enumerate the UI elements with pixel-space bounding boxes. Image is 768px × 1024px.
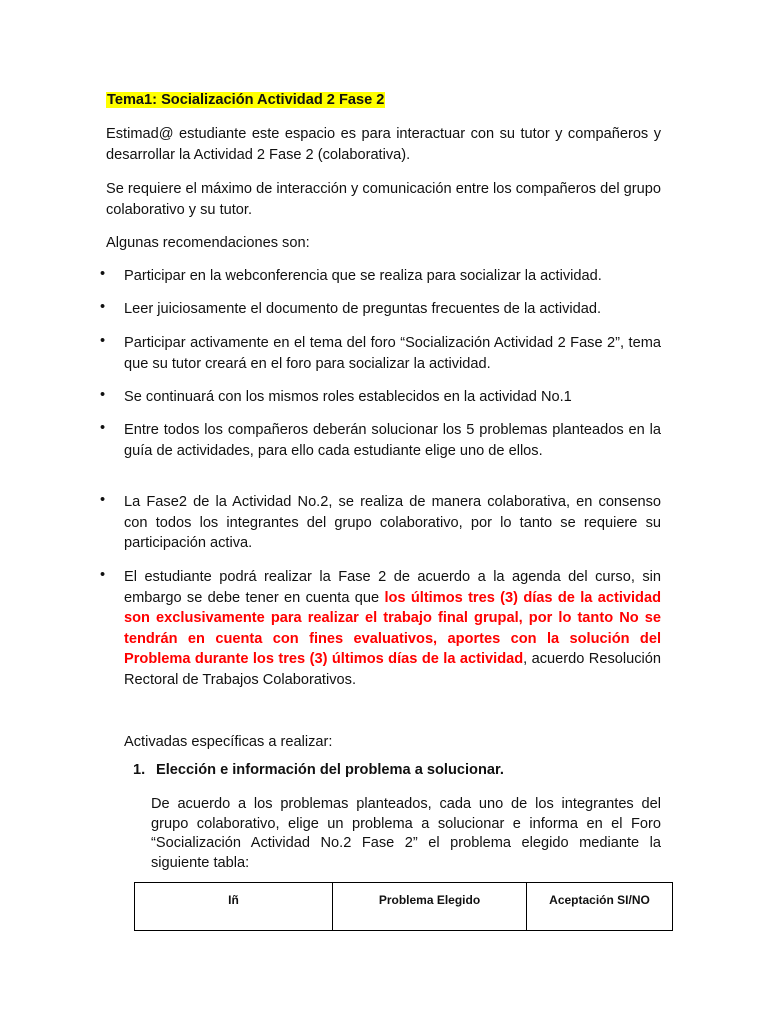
problem-table bbox=[134, 882, 673, 931]
bullet-icon: • bbox=[100, 266, 106, 282]
intro-paragraph: Estimad@ estudiante este espacio es para interactuar con su tutor y compañeros y desarrollar la Actividad 2 Fase 2 (colaborativa). bbox=[106, 126, 661, 163]
step-heading: Elección e información del problema a solucionar. bbox=[156, 762, 504, 778]
deadline-warning: los últimos tres (3) días de la actividad son exclusivamente para realizar el trabajo final grupal, por lo tanto No se tendrán en cuenta con fines evaluativos, aportes con la solución del Problema durante los tres (3) últimos días de la actividad bbox=[124, 589, 661, 667]
table-header-cell: Iñ bbox=[135, 883, 333, 931]
bullet-icon: • bbox=[100, 299, 106, 315]
table-header-cell: Problema Elegido bbox=[333, 883, 527, 931]
list-item: Participar activamente en el tema del foro “Socialización Actividad 2 Fase 2”, tema que su tutor creará en el foro para socializar la actividad. bbox=[124, 335, 661, 372]
bullet-icon: • bbox=[100, 567, 106, 583]
list-item-deadline: El estudiante podrá realizar la Fase 2 de acuerdo a la agenda del curso, sin embargo se debe tener en cuenta que los últimos tres (3) días de la actividad son exclusivamente para realizar el trabajo final grupal, por lo tanto No se tendrán en cuenta con fines evaluativos, aportes con la solución del Problema durante los tres (3) últimos días de la actividad, acuerdo Resolución Rectoral de Trabajos Colaborativos. bbox=[124, 569, 661, 688]
activities-label: Activadas específicas a realizar: bbox=[124, 734, 333, 750]
step-number: 1. bbox=[133, 762, 146, 778]
step-body: De acuerdo a los problemas planteados, cada uno de los integrantes del grupo colaborativo, elige un problema a solucionar e informa en el Foro “Socialización Actividad No.2 Fase 2” el problema elegido mediante la siguiente tabla: bbox=[151, 796, 661, 871]
requirement-paragraph: Se requiere el máximo de interacción y comunicación entre los compañeros del grupo colaborativo y su tutor. bbox=[106, 181, 661, 218]
list-item: Se continuará con los mismos roles establecidos en la actividad No.1 bbox=[124, 389, 572, 405]
table-header-cell: Aceptación SI/NO bbox=[527, 883, 673, 931]
list-item: La Fase2 de la Actividad No.2, se realiza de manera colaborativa, en consenso con todos los integrantes del grupo colaborativo, por lo tanto se requiere su participación activa. bbox=[124, 494, 661, 551]
recommendations-label: Algunas recomendaciones son: bbox=[106, 235, 310, 251]
list-item: Leer juiciosamente el documento de preguntas frecuentes de la actividad. bbox=[124, 301, 602, 317]
table-row bbox=[135, 883, 673, 931]
bullet-icon: • bbox=[100, 492, 106, 508]
page-title: Tema1: Socialización Actividad 2 Fase 2 bbox=[107, 92, 385, 108]
list-item: Entre todos los compañeros deberán solucionar los 5 problemas planteados en la guía de actividades, para ello cada estudiante elige uno de ellos. bbox=[124, 422, 661, 459]
bullet-icon: • bbox=[100, 387, 106, 403]
bullet-icon: • bbox=[100, 333, 106, 349]
list-item: Participar en la webconferencia que se realiza para socializar la actividad. bbox=[124, 268, 602, 284]
bullet-icon: • bbox=[100, 420, 106, 436]
